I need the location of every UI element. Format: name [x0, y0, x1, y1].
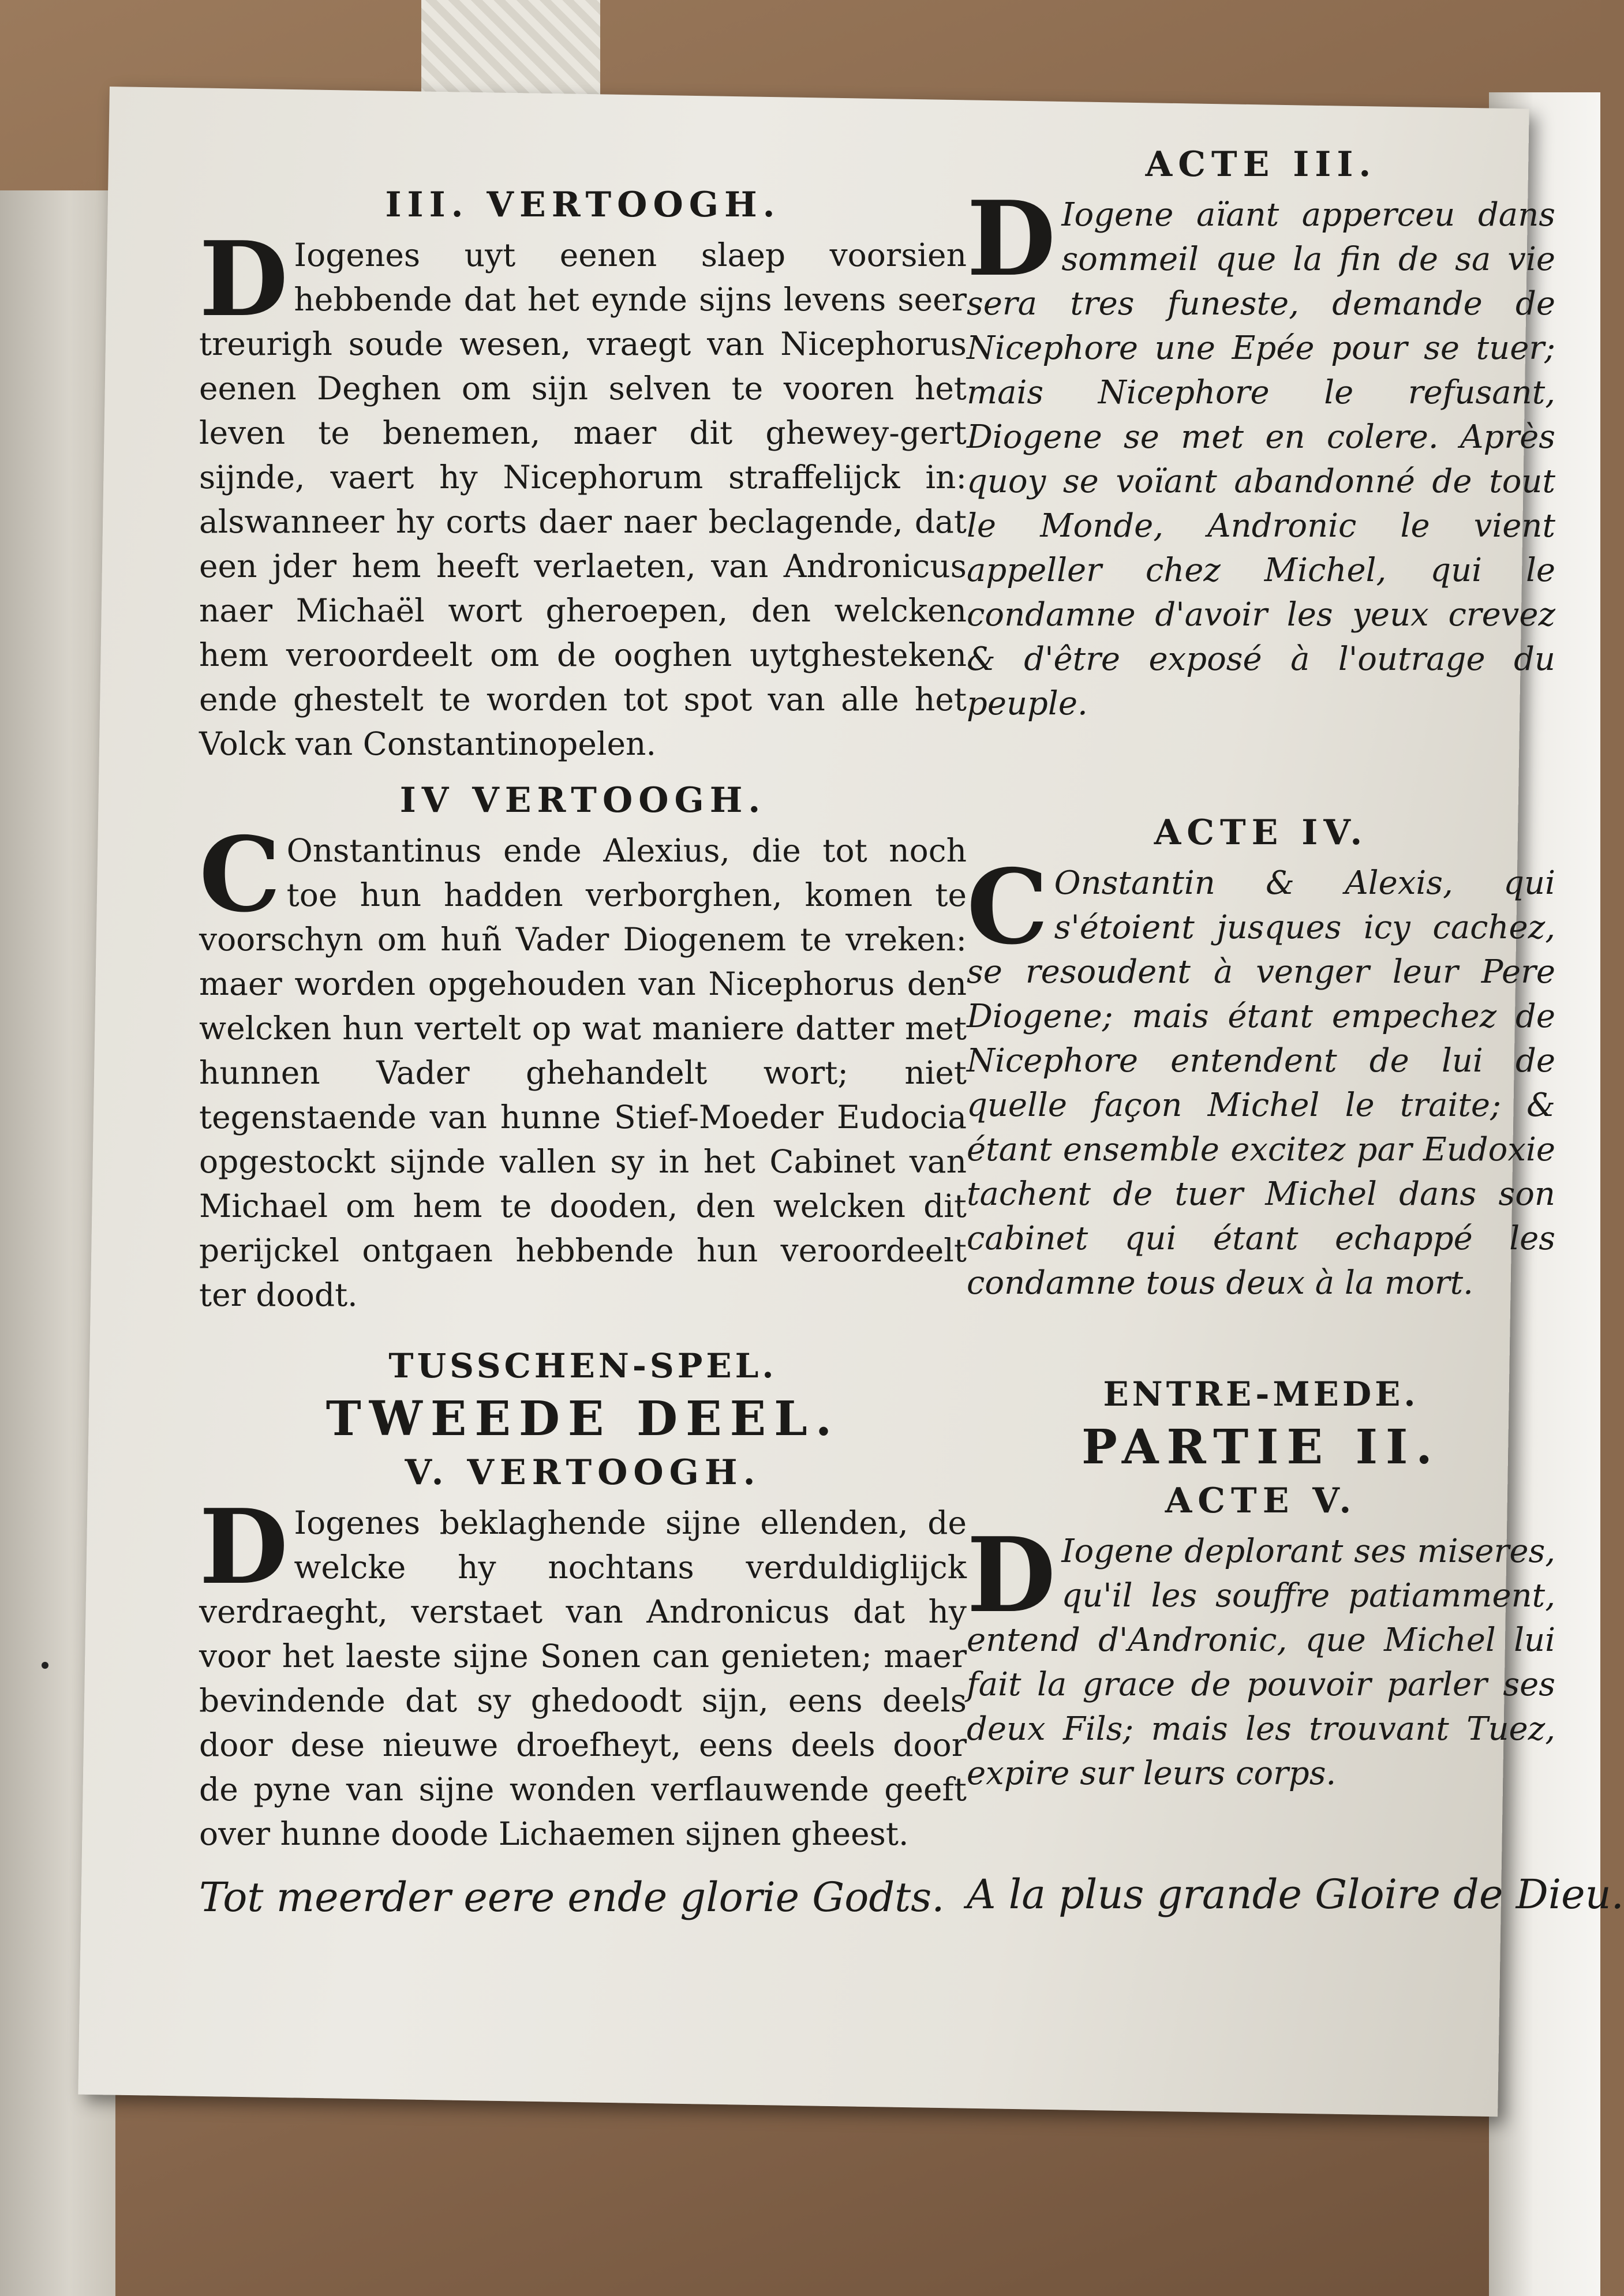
drop-cap: D	[199, 1486, 289, 1607]
french-section-5	[967, 1515, 1555, 1796]
dutch-vertoogh-4-heading: IV VERTOOGH.	[399, 780, 766, 821]
dutch-section-5-text: Iogenes beklaghende sijne ellenden, de welcke hy nochtans verduldiglijck verdraeght, verstaet van Andronicus dat hy voor het laeste sijne Sonen can genieten; maer bevindende dat sy ghedoodt sijn, eens deels door dese nieuwe droefheyt, eens deels door de pyne van sijne wonden verflauwende geeft over hunne doode Lichaemen sijnen gheest.	[199, 1504, 967, 1852]
french-section-3	[967, 178, 1555, 726]
french-acte-4-heading: ACTE IV.	[1154, 812, 1368, 853]
drop-cap: D	[967, 1515, 1056, 1635]
drop-cap: C	[967, 847, 1049, 967]
french-part-heading: PARTIE II.	[1082, 1419, 1440, 1475]
dutch-section-3-text: Iogenes uyt eenen slaep voorsien hebbende dat het eynde sijns levens seer treurigh soude wesen, vraegt van Nicephorus eenen Deghen om sijn selven te vooren het leven te benemen, maer dit ghewey-gert sijnde, vaert hy Nicephorum straffelijck in: alswanneer hy corts daer naer beclagende, dat een jder hem heeft verlaeten, van Andronicus naer Michaël wort gheroepen, den welcken hem veroordeelt om de ooghen uytghesteken ende ghestelt te worden tot spot van alle het Volck van Constantinopelen.	[199, 237, 967, 762]
dutch-interlude-heading: TUSSCHEN-SPEL.	[388, 1346, 777, 1385]
dutch-closing-line: Tot meerder eere ende glorie Godts.	[199, 1874, 945, 1921]
french-acte-3-heading: ACTE III.	[1145, 144, 1377, 185]
dutch-vertoogh-5-heading: V. VERTOOGH.	[405, 1452, 761, 1493]
dutch-section-5	[199, 1486, 967, 1856]
french-interlude-heading: ENTRE-MEDE.	[1103, 1374, 1419, 1414]
french-section-4-text: Onstantin & Alexis, qui s'étoient jusques icy cachez, se resoudent à venger leur Pere Diogene; mais étant empechez de Nicephore entendent de lui de quelle façon Michel le traite; & étant ensemble excitez par Eudoxie tachent de tuer Michel dans son cabinet qui étant echappé les condamne tous deux à la mort.	[967, 864, 1555, 1302]
dutch-section-4	[199, 814, 967, 1317]
french-section-4	[967, 847, 1555, 1305]
dutch-vertoogh-3-heading: III. VERTOOGH.	[385, 185, 781, 225]
drop-cap: C	[199, 814, 281, 935]
french-section-3-text: Iogene aïant apperceu dans sommeil que la fin de sa vie sera tres funeste, demande de Nicephore une Epée pour se tuer; mais Nicephore le refusant, Diogene se met en colere. Après quoy se voïant abandonné de tout le Monde, Andronic le vient appeller chez Michel, qui le condamne d'avoir les yeux crevez & d'être exposé à l'outrage du peuple.	[967, 196, 1555, 722]
french-section-5-text: Iogene deplorant ses miseres, qu'il les souffre patiamment, entend d'Andronic, que Michel lui fait la grace de pouvoir parler ses deux Fils; mais les trouvant Tuez, expire sur leurs corps.	[967, 1533, 1555, 1792]
dutch-column	[199, 173, 967, 1921]
french-closing-line: A la plus grande Gloire de Dieu.	[967, 1871, 1624, 1918]
drop-cap: D	[967, 178, 1056, 299]
french-column	[967, 144, 1624, 1918]
dutch-section-3	[199, 219, 967, 766]
drop-cap: D	[199, 219, 289, 339]
french-acte-5-heading: ACTE V.	[1165, 1481, 1357, 1521]
dutch-part-heading: TWEEDE DEEL.	[325, 1391, 840, 1447]
ink-dot	[42, 1662, 48, 1669]
dutch-section-4-text: Onstantinus ende Alexius, die tot noch toe hun hadden verborghen, komen te voorschyn om huñ Vader Diogenem te vreken: maer worden opgehouden van Nicephorus den welcken hun vertelt op wat maniere datter met hunnen Vader ghehandelt wort; niet tegenstaende van hunne Stief-Moeder Eudocia opgestockt sijnde vallen sy in het Cabinet van Michael om hem te dooden, den welcken dit perijckel ontgaen hebbende hun veroordeelt ter doodt.	[199, 832, 967, 1313]
